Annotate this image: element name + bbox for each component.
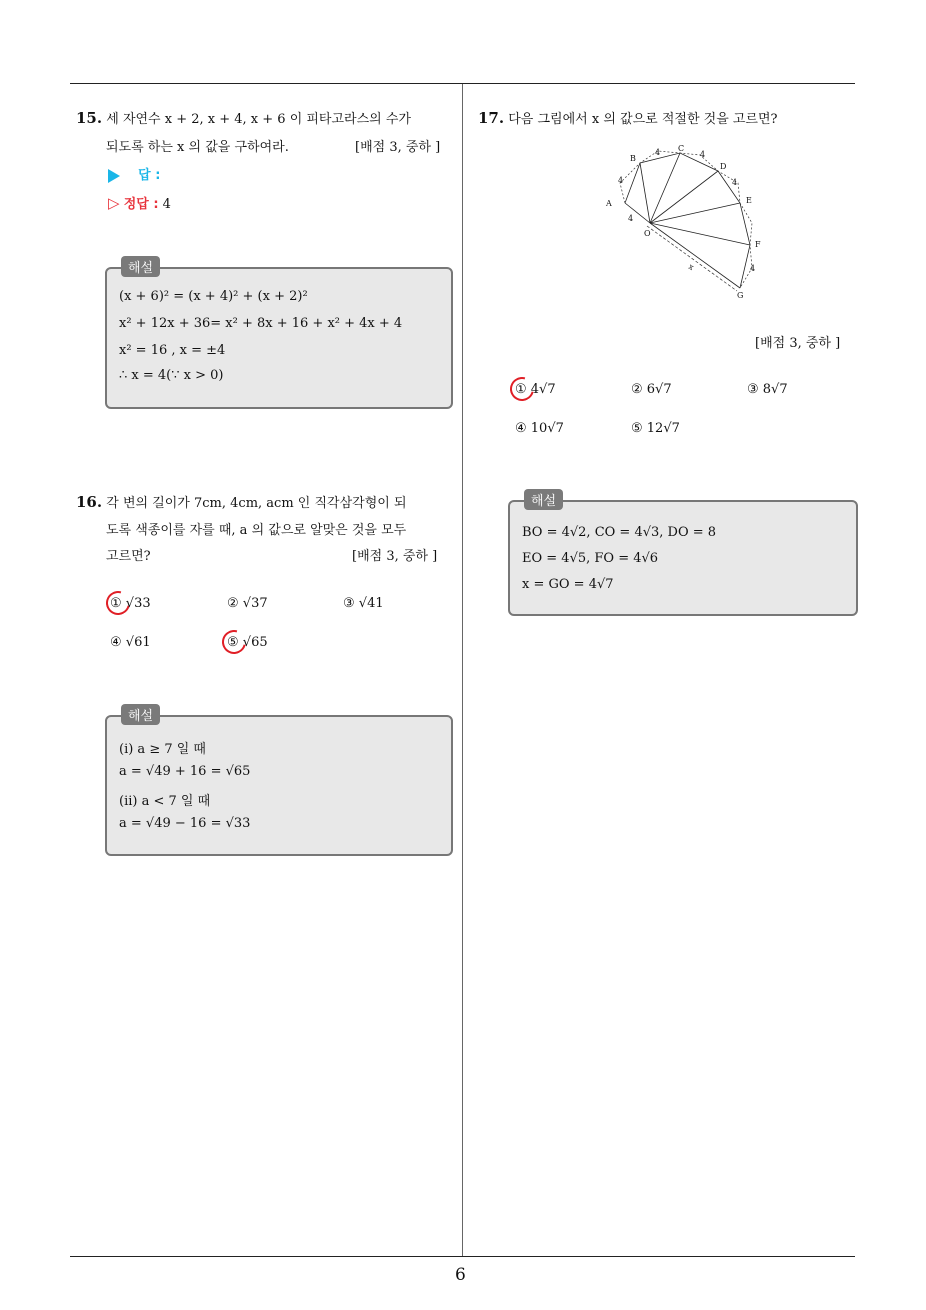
q16-number: 16. — [76, 493, 103, 511]
q16-choice-4[interactable]: ④ √61 — [110, 635, 151, 650]
q16-solution-box — [105, 709, 453, 856]
q15-line1 — [76, 108, 411, 127]
q16-solution-line: a = √49 + 16 = √65 — [119, 764, 251, 779]
q17-label-4: 4 — [618, 176, 624, 185]
q16-choice-1[interactable]: ① √33 — [110, 596, 151, 611]
q17-label-4: 4 — [628, 214, 634, 223]
q17-text-line1: 다음 그림에서 x 의 값으로 적절한 것을 고르면? — [508, 112, 778, 127]
q15-solution-line: (x + 6)² = (x + 4)² + (x + 2)² — [119, 289, 308, 304]
q16-solution-tab: 해설 — [121, 704, 160, 725]
q17-solution-line: EO = 4√5, FO = 4√6 — [522, 551, 659, 566]
play-icon — [108, 169, 120, 183]
q17-label-c: C — [678, 144, 685, 153]
q15-text-line2: 되도록 하는 x 의 값을 구하여라. — [106, 140, 289, 155]
q16-solution-line: a = √49 − 16 = √33 — [119, 816, 251, 831]
q17-label-a: A — [606, 199, 612, 208]
play-outline-icon: ▷ — [108, 194, 120, 212]
q17-choice-2[interactable]: ② 6√7 — [631, 382, 672, 397]
q15-correct-label: 정답 : — [123, 197, 159, 212]
page-number: 6 — [455, 1265, 466, 1285]
q17-label-b: B — [630, 154, 636, 163]
q16-line1 — [76, 492, 407, 511]
q17-label-x: x — [687, 261, 696, 272]
q17-label-g: G — [737, 291, 744, 300]
q17-label-o: O — [644, 229, 651, 238]
q15-solution-line: x² + 12x + 36= x² + 8x + 16 + x² + 4x + 4 — [119, 316, 403, 331]
q15-solution-box — [105, 261, 453, 409]
q17-label-4: 4 — [700, 150, 706, 159]
q17-label-4: 4 — [732, 178, 738, 187]
bottom-rule — [70, 1256, 855, 1257]
q15-answer-row[interactable] — [108, 164, 160, 183]
q15-solution-tab: 해설 — [121, 256, 160, 277]
q17-figure — [600, 143, 770, 303]
q17-label-d: D — [720, 162, 727, 171]
column-divider — [462, 84, 463, 1256]
q16-text-line2: 도록 색종이를 자를 때, a 의 값으로 알맞은 것을 모두 — [106, 523, 407, 538]
q16-text-line3: 고르면? — [106, 549, 151, 564]
q15-text-line1: 세 자연수 x + 2, x + 4, x + 6 이 피타고라스의 수가 — [106, 112, 411, 127]
q17-line1 — [478, 108, 778, 127]
q17-score: [배점 3, 중하 ] — [755, 336, 841, 351]
q17-choice-1[interactable]: ① 4√7 — [515, 382, 556, 397]
q17-label-4: 4 — [655, 148, 661, 157]
q17-choice-4[interactable]: ④ 10√7 — [515, 421, 564, 436]
q16-choice-3[interactable]: ③ √41 — [343, 596, 384, 611]
q17-solution-line: x = GO = 4√7 — [522, 577, 614, 592]
q16-solution-line: (i) a ≥ 7 일 때 — [119, 742, 206, 757]
q15-solution-line: x² = 16 , x = ±4 — [119, 343, 226, 358]
q17-solution-box — [508, 494, 858, 616]
q16-choice-2[interactable]: ② √37 — [227, 596, 268, 611]
q15-answer-label: 답 : — [138, 168, 161, 183]
q16-solution-line: (ii) a < 7 일 때 — [119, 794, 211, 809]
q17-label-f: F — [755, 240, 761, 249]
q15-solution-line: ∴ x = 4(∵ x > 0) — [119, 368, 224, 383]
q15-score: [배점 3, 중하 ] — [355, 140, 441, 155]
q15-correct-value: 4 — [162, 197, 171, 212]
q16-choice-5[interactable]: ⑤ √65 — [227, 635, 268, 650]
q16-text-line1: 각 변의 길이가 7cm, 4cm, acm 인 직각삼각형이 되 — [106, 496, 407, 511]
q16-score: [배점 3, 중하 ] — [352, 549, 438, 564]
q15-number: 15. — [76, 109, 103, 127]
q17-label-e: E — [746, 196, 752, 205]
q15-correct-row — [108, 193, 171, 212]
q17-solution-line: BO = 4√2, CO = 4√3, DO = 8 — [522, 525, 717, 540]
q17-choice-5[interactable]: ⑤ 12√7 — [631, 421, 680, 436]
q17-label-4: 4 — [750, 264, 756, 273]
q17-choice-3[interactable]: ③ 8√7 — [747, 382, 788, 397]
q17-number: 17. — [478, 109, 505, 127]
q17-solution-tab: 해설 — [524, 489, 563, 510]
